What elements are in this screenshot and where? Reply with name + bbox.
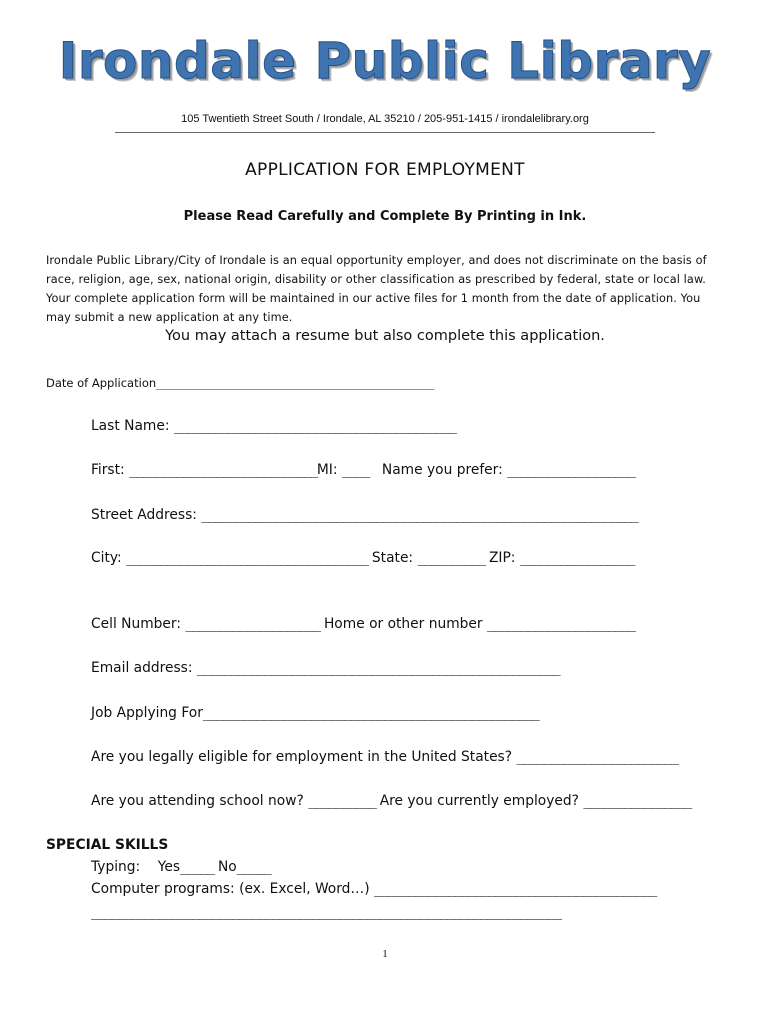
email-row xyxy=(91,660,559,676)
library-address: 105 Twentieth Street South / Irondale, AL 35210 / 205-951-1415 / irondalelibrary.org xyxy=(181,113,589,125)
job-applying-label: Job Applying For xyxy=(91,705,203,721)
middle-initial-label: MI: xyxy=(316,462,338,478)
date-of-application-label: Date of Application xyxy=(46,376,157,390)
preferred-name-label: Name you prefer: xyxy=(381,462,503,478)
job-applying-row xyxy=(91,705,538,721)
computer-programs-continuation-field[interactable]: ______________________________________________________________________ xyxy=(91,904,561,920)
header-divider xyxy=(115,132,655,133)
page-subtitle: Please Read Carefully and Complete By Printing in Ink. xyxy=(183,209,587,224)
street-address-label: Street Address: xyxy=(91,507,197,523)
street-address-row xyxy=(91,507,637,523)
computer-programs-row xyxy=(91,881,656,897)
zip-label: ZIP: xyxy=(488,550,516,566)
attending-school-field[interactable]: __________ xyxy=(308,793,376,809)
typing-row xyxy=(91,859,270,875)
currently-employed-label: Are you currently employed? xyxy=(379,793,579,809)
home-number-label: Home or other number xyxy=(323,616,483,632)
library-logo xyxy=(0,32,770,90)
typing-no-field[interactable]: _____ xyxy=(236,859,271,875)
typing-yes-label: Yes xyxy=(157,859,181,875)
zip-field[interactable]: _________________ xyxy=(519,550,634,566)
eligibility-field[interactable]: ________________________ xyxy=(516,749,678,765)
last-name-field[interactable]: __________________________________________ xyxy=(173,418,456,434)
email-field[interactable]: ______________________________________________________ xyxy=(196,660,560,676)
first-name-label: First: xyxy=(91,462,125,478)
currently-employed-field[interactable]: ________________ xyxy=(583,793,691,809)
eligibility-row xyxy=(91,749,677,765)
city-state-zip-row xyxy=(91,550,634,566)
last-name-label: Last Name: xyxy=(91,418,170,434)
last-name-row xyxy=(91,418,456,434)
street-address-field[interactable]: _________________________________________________________________ xyxy=(201,507,638,523)
eligibility-label: Are you legally eligible for employment in the United States? xyxy=(91,749,513,765)
cell-number-label: Cell Number: xyxy=(91,616,182,632)
special-skills-heading: SPECIAL SKILLS xyxy=(46,837,169,853)
computer-programs-label: Computer programs: (ex. Excel, Word…) xyxy=(91,881,370,897)
middle-initial-field[interactable]: ____ xyxy=(341,462,369,478)
city-field[interactable]: ____________________________________ xyxy=(126,550,368,566)
job-applying-field[interactable]: __________________________________________________ xyxy=(202,705,539,721)
attending-school-label: Are you attending school now? xyxy=(91,793,304,809)
page-title: APPLICATION FOR EMPLOYMENT xyxy=(245,160,525,180)
computer-programs-field[interactable]: __________________________________________ xyxy=(374,881,656,897)
typing-yes-field[interactable]: _____ xyxy=(180,859,214,875)
cell-number-field[interactable]: ____________________ xyxy=(185,616,320,632)
computer-programs-continuation-row xyxy=(91,904,560,920)
school-employment-row xyxy=(91,793,691,809)
date-of-application-field[interactable]: ____________________________________________________ xyxy=(156,376,433,390)
home-number-field[interactable]: ______________________ xyxy=(486,616,635,632)
city-label: City: xyxy=(91,550,122,566)
phone-row xyxy=(91,616,635,632)
typing-no-label: No xyxy=(217,859,237,875)
resume-note: You may attach a resume but also complete this application. xyxy=(165,328,605,344)
state-field[interactable]: __________ xyxy=(417,550,485,566)
email-label: Email address: xyxy=(91,660,193,676)
page-number: 1 xyxy=(382,948,388,960)
date-of-application-row xyxy=(46,376,433,390)
eeo-statement: Irondale Public Library/City of Irondale is an equal opportunity employer, and does not discriminate on the basis of race, religion, age, sex, national origin, disability or other classification as prescribed by federal, state or local law. Your complete application form will be maintained in our active files for 1 month from the date of application. You may submit a new application at any time. xyxy=(46,254,707,324)
preferred-name-field[interactable]: ___________________ xyxy=(507,462,635,478)
state-label: State: xyxy=(371,550,414,566)
first-name-row xyxy=(91,462,635,478)
library-logo-text: Irondale Public Library xyxy=(58,32,712,90)
typing-label: Typing: xyxy=(91,859,141,875)
first-name-field[interactable]: ____________________________ xyxy=(129,462,317,478)
